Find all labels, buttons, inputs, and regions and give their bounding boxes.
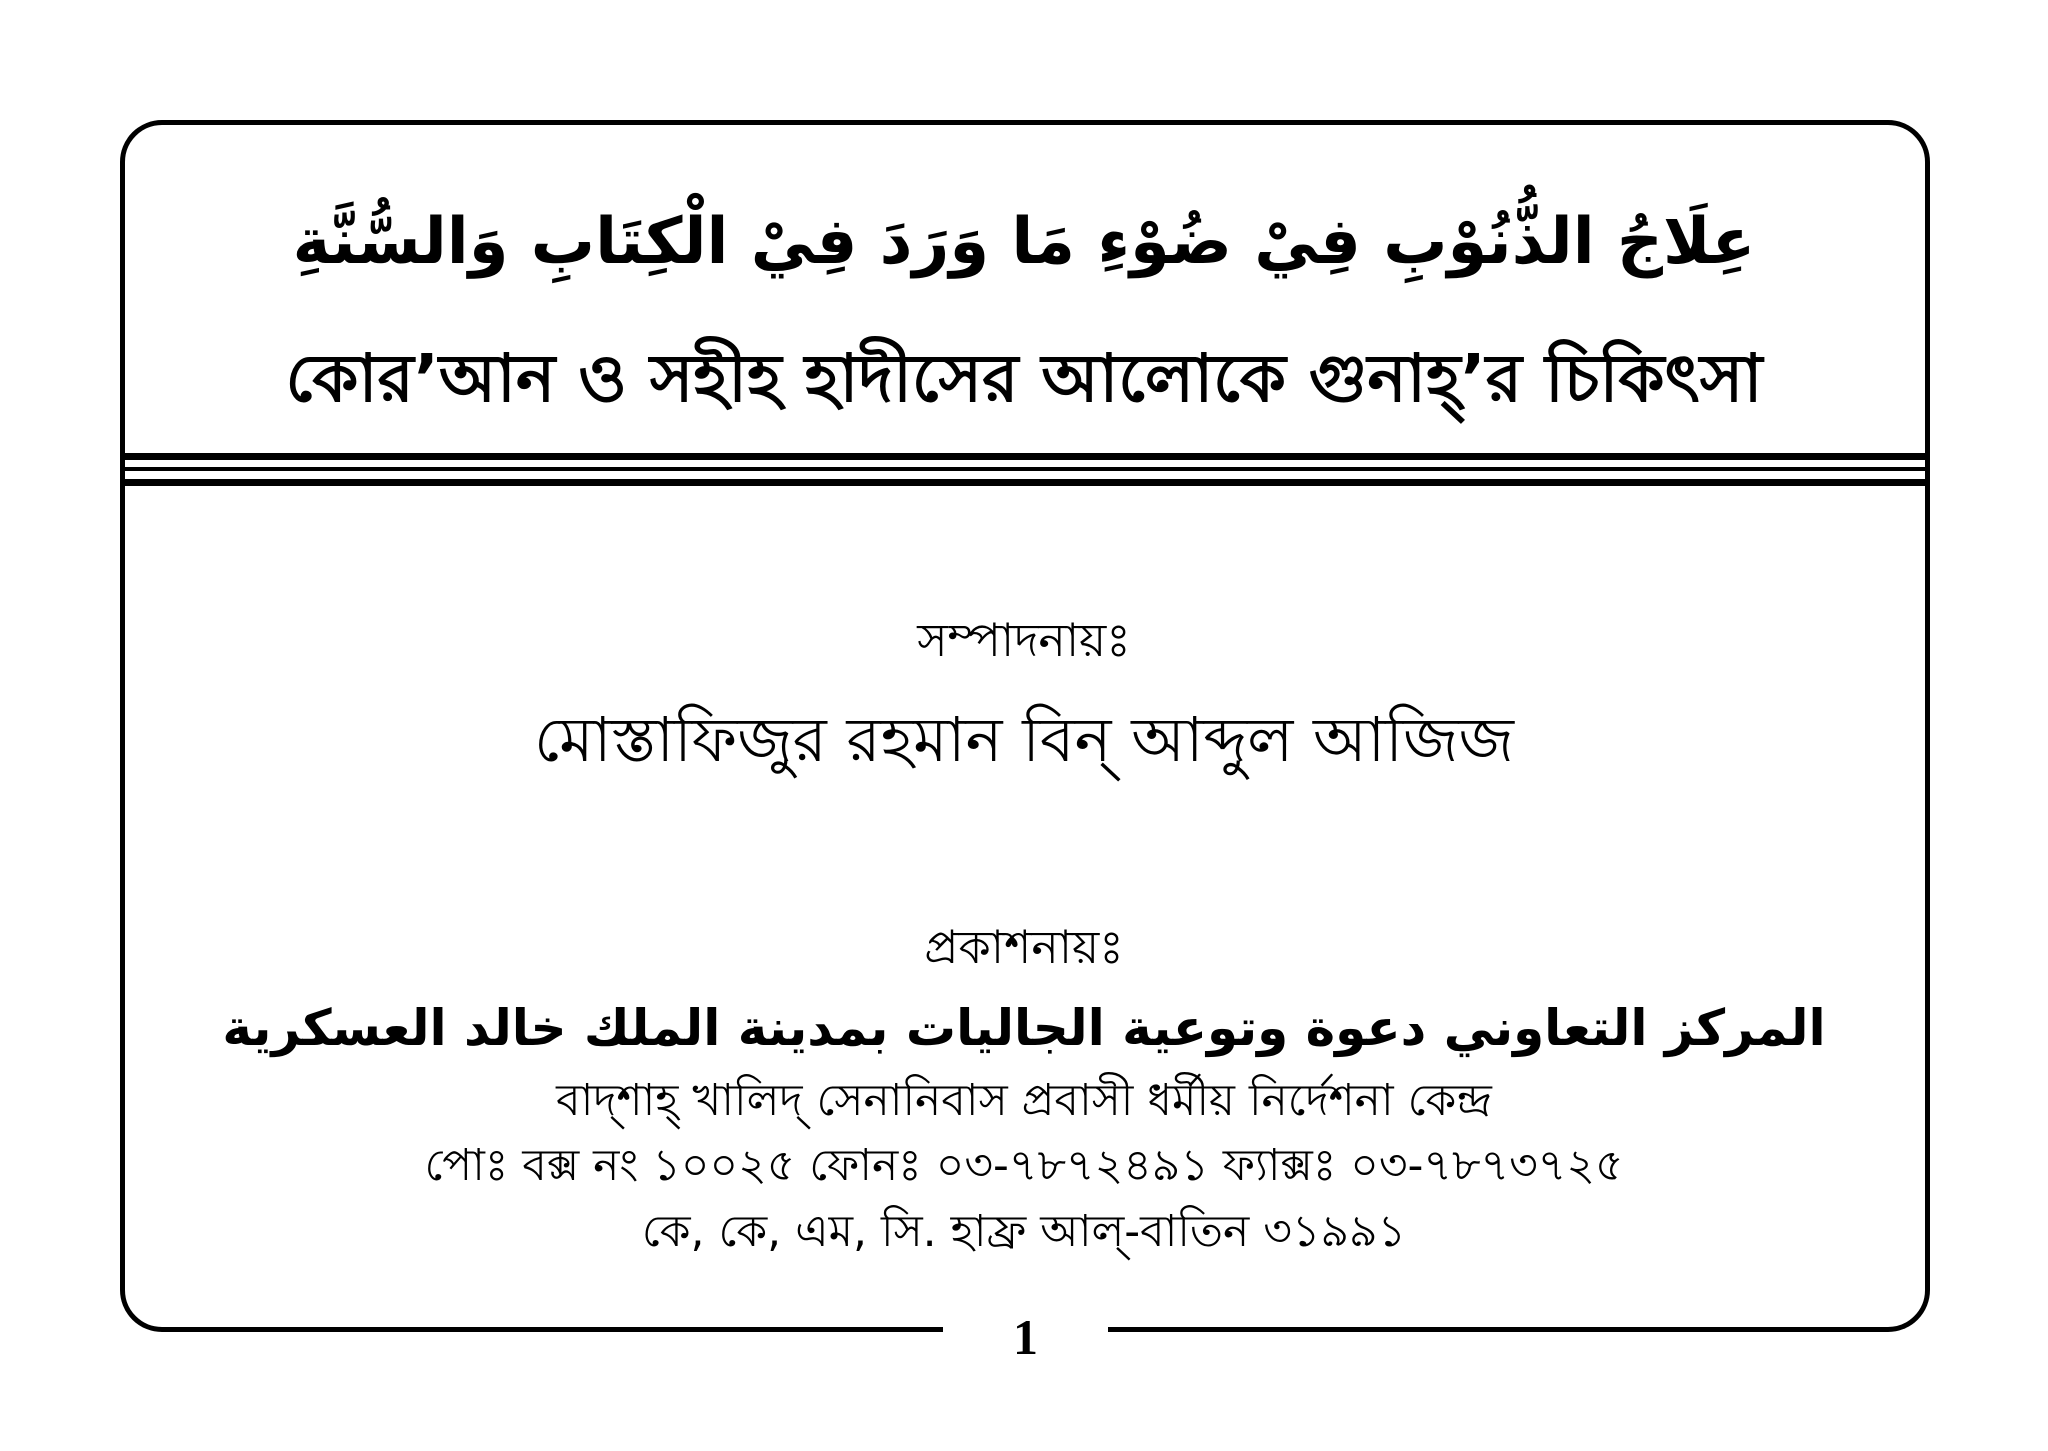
publisher-name-arabic: المركز التعاوني دعوة وتوعية الجاليات بمدينة الملك خالد العسكرية xyxy=(222,999,1826,1057)
header-divider-line-bottom xyxy=(122,479,1928,486)
book-title-bengali: কোর’আন ও সহীহ হাদীসের আলোকে গুনাহ্’র চিকিৎসা xyxy=(285,340,1763,417)
header-divider-line-top xyxy=(122,453,1928,460)
book-title-arabic: عِلَاجُ الذُّنُوْبِ فِيْ ضُوْءِ مَا وَرَدَ فِيْ الْكِتَابِ وَالسُّنَّةِ xyxy=(292,205,1756,279)
editor-label: সম্পাদনায়ঃ xyxy=(917,613,1131,667)
publisher-label: প্রকাশনায়ঃ xyxy=(924,920,1124,974)
editor-name: মোস্তাফিজুর রহমান বিন্ আব্দুল আজিজ xyxy=(534,703,1514,776)
publisher-contact: পোঃ বক্স নং ১০০২৫ ফোনঃ ০৩-৭৮৭২৪৯১ ফ্যাক্সঃ ০৩-৭৮৭৩৭২৫ xyxy=(424,1140,1624,1191)
header-divider-line-middle xyxy=(122,467,1928,471)
publisher-name-bengali: বাদ্শাহ্ খালিদ্ সেনানিবাস প্রবাসী ধর্মীয় নির্দেশনা কেন্দ্র xyxy=(556,1075,1492,1126)
publisher-address: কে, কে, এম, সি. হাফ্র আল্-বাতিন ৩১৯৯১ xyxy=(641,1206,1407,1257)
page-number: 1 xyxy=(943,1305,1108,1369)
